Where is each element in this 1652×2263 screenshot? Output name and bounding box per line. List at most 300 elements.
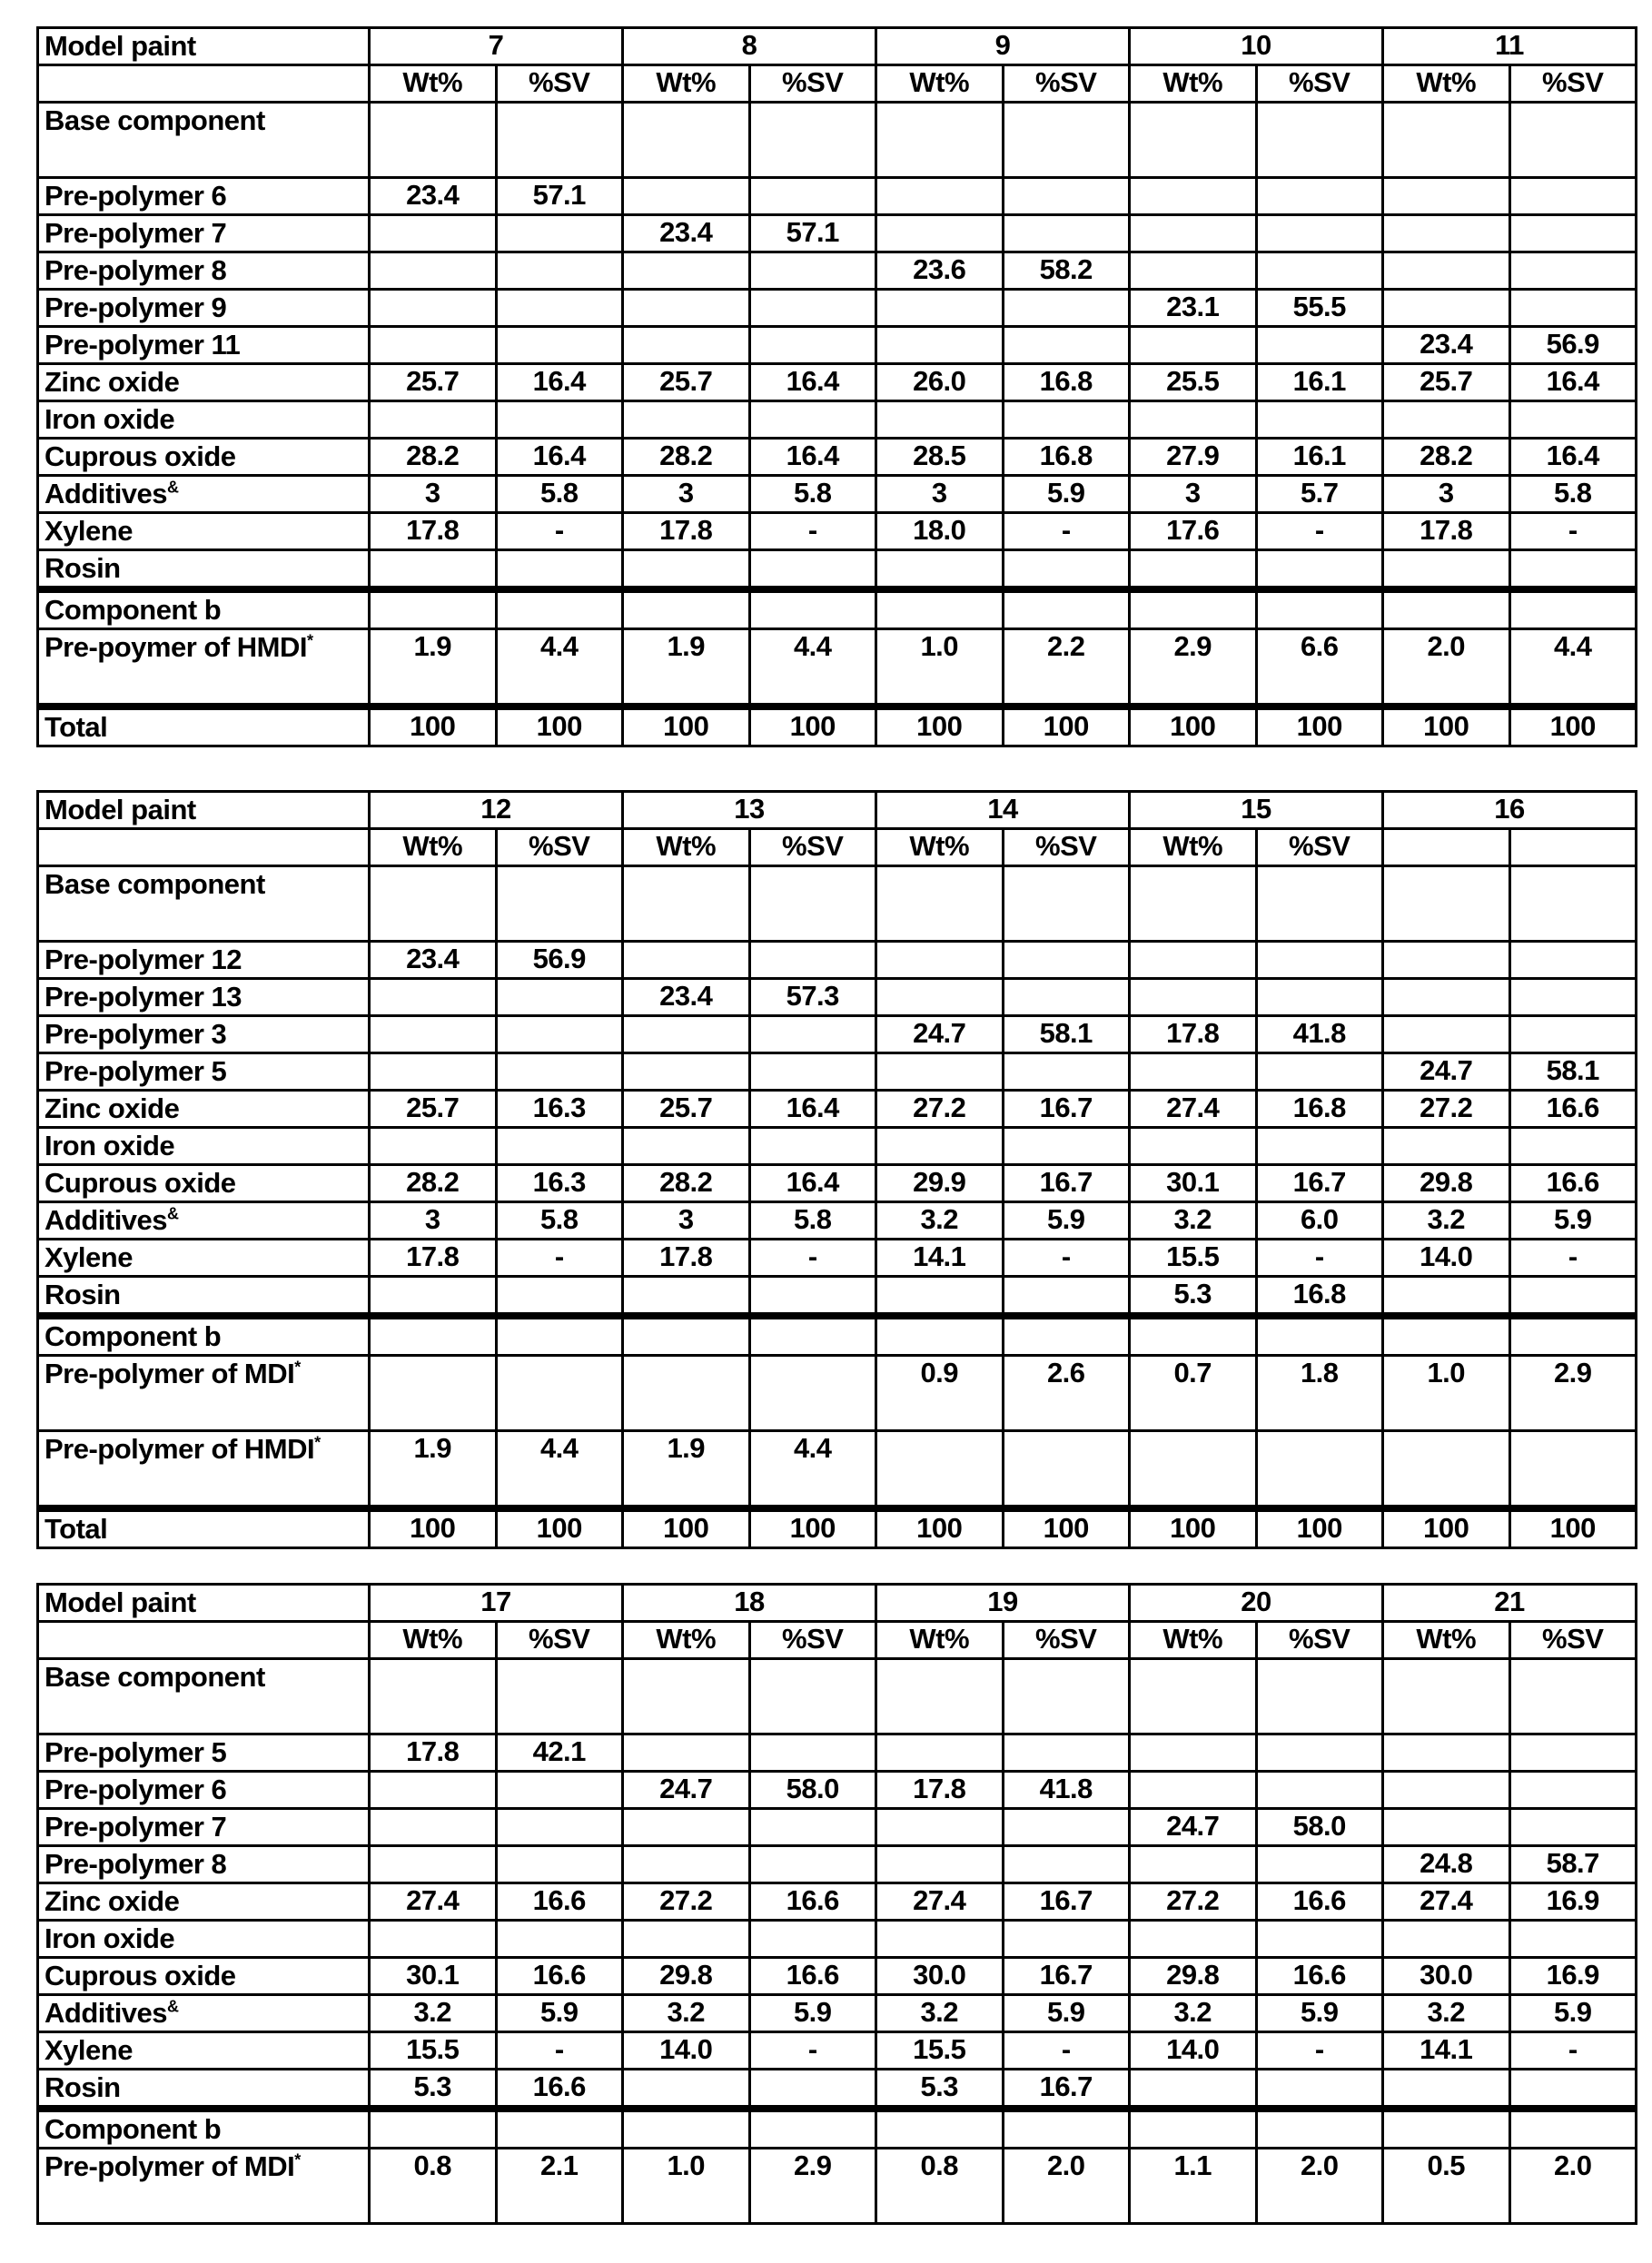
value-cell: 100: [1003, 1508, 1130, 1548]
subheader-cell: Wt%: [1130, 65, 1257, 103]
table-row: [38, 1921, 1637, 1958]
value-cell: [496, 979, 623, 1016]
value-cell: [1509, 979, 1637, 1016]
value-cell: [749, 1921, 876, 1958]
subheader-row: [38, 1622, 1637, 1659]
value-cell: [1130, 178, 1257, 215]
value-cell: [623, 2109, 750, 2149]
value-cell: 3: [1130, 476, 1257, 513]
value-cell: [876, 1431, 1004, 1509]
value-cell: 17.8: [370, 1240, 497, 1277]
value-cell: 1.9: [370, 1431, 497, 1509]
value-cell: 29.8: [1383, 1165, 1510, 1202]
row-label: [38, 550, 370, 590]
footnote-mark: *: [307, 632, 313, 650]
table-row: [38, 252, 1637, 290]
value-cell: [749, 252, 876, 290]
table-row: [38, 1165, 1637, 1202]
value-cell: 2.9: [1509, 1356, 1637, 1431]
subheader-cell: %SV: [749, 829, 876, 866]
value-cell: 27.2: [1383, 1091, 1510, 1128]
value-cell: 57.1: [496, 178, 623, 215]
value-cell: 100: [1509, 1508, 1637, 1548]
subheader-cell: Wt%: [876, 65, 1004, 103]
value-cell: 25.7: [370, 1091, 497, 1128]
value-cell: 16.6: [1509, 1165, 1637, 1202]
value-cell: 23.4: [370, 178, 497, 215]
value-cell: 3.2: [1383, 1995, 1510, 2032]
value-cell: 100: [370, 1508, 497, 1548]
row-label: [38, 707, 370, 746]
paint-number: 7: [370, 28, 623, 65]
header-label: Model paint: [38, 1585, 370, 1622]
value-cell: [1003, 979, 1130, 1016]
value-cell: 100: [876, 707, 1004, 746]
paint-number: 9: [876, 28, 1130, 65]
value-cell: [749, 1316, 876, 1356]
value-cell: 23.4: [623, 215, 750, 252]
model-paint-table-7-11: [36, 26, 1637, 747]
value-cell: [1130, 2109, 1257, 2149]
value-cell: 30.1: [1130, 1165, 1257, 1202]
value-cell: [749, 589, 876, 629]
value-cell: [370, 1809, 497, 1846]
table-row: [38, 439, 1637, 476]
value-cell: 16.4: [496, 364, 623, 401]
value-cell: 3.2: [1130, 1202, 1257, 1240]
value-cell: [496, 589, 623, 629]
value-cell: 5.3: [876, 2070, 1004, 2110]
value-cell: 28.2: [623, 439, 750, 476]
table-row: [38, 2032, 1637, 2070]
value-cell: [1509, 215, 1637, 252]
value-cell: [1003, 1277, 1130, 1317]
value-cell: [623, 1277, 750, 1317]
subheader-cell: %SV: [1003, 829, 1130, 866]
header-row: [38, 28, 1637, 65]
subheader-cell: %SV: [1509, 1622, 1637, 1659]
row-label-text: Cuprous oxide: [45, 440, 236, 472]
value-cell: 5.9: [1003, 1202, 1130, 1240]
row-label: [38, 866, 370, 942]
row-label: [38, 476, 370, 513]
value-cell: 16.3: [496, 1091, 623, 1128]
value-cell: [1130, 1734, 1257, 1772]
paint-number: 16: [1383, 792, 1637, 829]
row-label: [38, 1202, 370, 1240]
value-cell: 16.7: [1003, 1958, 1130, 1995]
row-label-text: Pre-polymer 5: [45, 1055, 226, 1087]
value-cell: 16.1: [1256, 439, 1383, 476]
value-cell: [1509, 252, 1637, 290]
row-label: [38, 1053, 370, 1091]
value-cell: [1130, 1846, 1257, 1883]
value-cell: [1509, 103, 1637, 178]
value-cell: 5.8: [496, 1202, 623, 1240]
table-row: [38, 1053, 1637, 1091]
value-cell: 100: [1383, 1508, 1510, 1548]
value-cell: 100: [1003, 707, 1130, 746]
value-cell: [1383, 2109, 1510, 2149]
value-cell: [749, 866, 876, 942]
row-label: [38, 589, 370, 629]
value-cell: 0.9: [876, 1356, 1004, 1431]
value-cell: 16.6: [749, 1883, 876, 1921]
row-label-text: Component b: [45, 1320, 221, 1352]
value-cell: 5.9: [496, 1995, 623, 2032]
row-label: [38, 1846, 370, 1883]
value-cell: [1383, 103, 1510, 178]
value-cell: [1256, 1128, 1383, 1165]
row-label: [38, 629, 370, 707]
value-cell: 100: [1256, 707, 1383, 746]
value-cell: 17.8: [370, 1734, 497, 1772]
row-label: [38, 401, 370, 439]
value-cell: 58.7: [1509, 1846, 1637, 1883]
value-cell: 28.5: [876, 439, 1004, 476]
row-label-text: Pre-poymer of HMDI: [45, 631, 307, 663]
row-label: [38, 1165, 370, 1202]
value-cell: 23.1: [1130, 290, 1257, 327]
value-cell: -: [749, 1240, 876, 1277]
value-cell: 16.4: [1509, 364, 1637, 401]
value-cell: [623, 290, 750, 327]
value-cell: [876, 550, 1004, 590]
table-row: [38, 476, 1637, 513]
value-cell: 100: [496, 1508, 623, 1548]
subheader-cell: %SV: [749, 1622, 876, 1659]
value-cell: [876, 2109, 1004, 2149]
value-cell: [1003, 1809, 1130, 1846]
value-cell: -: [1509, 2032, 1637, 2070]
row-label: [38, 290, 370, 327]
value-cell: 56.9: [1509, 327, 1637, 364]
value-cell: [496, 1128, 623, 1165]
value-cell: 2.0: [1256, 2149, 1383, 2224]
subheader-cell: %SV: [1256, 65, 1383, 103]
footnote-mark: *: [294, 2151, 301, 2169]
value-cell: [1383, 1316, 1510, 1356]
subheader-blank: [38, 829, 370, 866]
value-cell: 28.2: [623, 1165, 750, 1202]
value-cell: [1003, 866, 1130, 942]
value-cell: [1509, 589, 1637, 629]
subheader-row: [38, 829, 1637, 866]
value-cell: [1383, 866, 1510, 942]
value-cell: -: [749, 2032, 876, 2070]
row-label: [38, 1128, 370, 1165]
value-cell: [876, 589, 1004, 629]
value-cell: 16.4: [749, 1091, 876, 1128]
value-cell: 1.0: [1383, 1356, 1510, 1431]
value-cell: [1383, 979, 1510, 1016]
paint-number: 17: [370, 1585, 623, 1622]
row-label: [38, 1734, 370, 1772]
value-cell: -: [1256, 513, 1383, 550]
value-cell: 4.4: [496, 1431, 623, 1509]
value-cell: 25.5: [1130, 364, 1257, 401]
value-cell: [749, 1053, 876, 1091]
value-cell: 55.5: [1256, 290, 1383, 327]
value-cell: [1509, 550, 1637, 590]
value-cell: 41.8: [1003, 1772, 1130, 1809]
value-cell: 30.1: [370, 1958, 497, 1995]
value-cell: [496, 1772, 623, 1809]
value-cell: [496, 103, 623, 178]
value-cell: [1130, 103, 1257, 178]
value-cell: [370, 589, 497, 629]
value-cell: 58.1: [1003, 1016, 1130, 1053]
row-label-text: Additives: [45, 478, 167, 509]
value-cell: [1130, 1659, 1257, 1734]
row-label: [38, 1508, 370, 1548]
row-label: [38, 178, 370, 215]
value-cell: [1130, 979, 1257, 1016]
value-cell: -: [1003, 513, 1130, 550]
value-cell: 5.8: [496, 476, 623, 513]
value-cell: 17.8: [623, 1240, 750, 1277]
value-cell: [749, 1734, 876, 1772]
value-cell: [496, 550, 623, 590]
value-cell: [623, 1846, 750, 1883]
value-cell: 16.8: [1003, 439, 1130, 476]
value-cell: -: [496, 1240, 623, 1277]
value-cell: [370, 1053, 497, 1091]
value-cell: [1256, 178, 1383, 215]
value-cell: [623, 589, 750, 629]
value-cell: 5.9: [749, 1995, 876, 2032]
value-cell: [1509, 1316, 1637, 1356]
value-cell: [1130, 327, 1257, 364]
value-cell: [1130, 1316, 1257, 1356]
value-cell: [1003, 589, 1130, 629]
value-cell: 100: [1130, 707, 1257, 746]
value-cell: 17.8: [370, 513, 497, 550]
value-cell: [1509, 1921, 1637, 1958]
value-cell: [370, 1316, 497, 1356]
table-row: [38, 290, 1637, 327]
value-cell: [1509, 2070, 1637, 2110]
value-cell: [623, 1053, 750, 1091]
value-cell: 3: [876, 476, 1004, 513]
value-cell: [623, 866, 750, 942]
row-label-text: Iron oxide: [45, 1130, 174, 1161]
value-cell: 1.0: [623, 2149, 750, 2224]
value-cell: 28.2: [370, 439, 497, 476]
value-cell: [1509, 1659, 1637, 1734]
value-cell: 5.8: [1509, 476, 1637, 513]
value-cell: 28.2: [1383, 439, 1510, 476]
value-cell: -: [1003, 1240, 1130, 1277]
value-cell: 1.9: [370, 629, 497, 707]
value-cell: [749, 550, 876, 590]
value-cell: 5.7: [1256, 476, 1383, 513]
value-cell: 16.6: [496, 1958, 623, 1995]
value-cell: 16.3: [496, 1165, 623, 1202]
value-cell: [1383, 178, 1510, 215]
row-label: [38, 215, 370, 252]
table-row: [38, 103, 1637, 178]
row-label: [38, 1995, 370, 2032]
value-cell: [623, 1659, 750, 1734]
value-cell: 24.7: [876, 1016, 1004, 1053]
value-cell: [1130, 401, 1257, 439]
value-cell: [876, 327, 1004, 364]
value-cell: [623, 550, 750, 590]
value-cell: [1383, 1659, 1510, 1734]
value-cell: 25.7: [370, 364, 497, 401]
row-label-text: Pre-polymer 7: [45, 1811, 226, 1843]
value-cell: [496, 1016, 623, 1053]
value-cell: [876, 1809, 1004, 1846]
value-cell: [1509, 2109, 1637, 2149]
table-row: [38, 1431, 1637, 1509]
value-cell: [623, 1356, 750, 1431]
value-cell: [1256, 589, 1383, 629]
value-cell: 4.4: [1509, 629, 1637, 707]
value-cell: 100: [370, 707, 497, 746]
value-cell: [1256, 550, 1383, 590]
value-cell: 3.2: [876, 1202, 1004, 1240]
value-cell: [496, 401, 623, 439]
value-cell: [496, 1053, 623, 1091]
value-cell: [1130, 1128, 1257, 1165]
value-cell: [370, 215, 497, 252]
value-cell: [1256, 1846, 1383, 1883]
value-cell: [876, 1659, 1004, 1734]
row-label: [38, 103, 370, 178]
value-cell: [1256, 401, 1383, 439]
value-cell: 42.1: [496, 1734, 623, 1772]
value-cell: 100: [496, 707, 623, 746]
value-cell: 27.2: [623, 1883, 750, 1921]
value-cell: 5.3: [1130, 1277, 1257, 1317]
value-cell: [370, 979, 497, 1016]
value-cell: [1003, 550, 1130, 590]
value-cell: [370, 1277, 497, 1317]
value-cell: [876, 942, 1004, 979]
table-row: [38, 1846, 1637, 1883]
paint-number: 13: [623, 792, 876, 829]
value-cell: [1383, 1431, 1510, 1509]
table-row: [38, 866, 1637, 942]
value-cell: [749, 290, 876, 327]
value-cell: [1003, 215, 1130, 252]
subheader-cell: %SV: [1256, 829, 1383, 866]
value-cell: 14.0: [1383, 1240, 1510, 1277]
value-cell: [623, 1128, 750, 1165]
value-cell: 5.9: [1256, 1995, 1383, 2032]
table-row: [38, 589, 1637, 629]
value-cell: 3: [370, 1202, 497, 1240]
value-cell: [370, 1846, 497, 1883]
value-cell: [1383, 1128, 1510, 1165]
value-cell: 27.9: [1130, 439, 1257, 476]
value-cell: [370, 401, 497, 439]
subheader-cell: %SV: [1509, 65, 1637, 103]
value-cell: 100: [623, 707, 750, 746]
value-cell: -: [496, 2032, 623, 2070]
value-cell: 25.7: [1383, 364, 1510, 401]
row-label-text: Zinc oxide: [45, 366, 179, 398]
value-cell: 16.4: [749, 364, 876, 401]
row-label: [38, 1921, 370, 1958]
subheader-cell: %SV: [1003, 65, 1130, 103]
subheader-blank: [38, 1622, 370, 1659]
table-row: [38, 1202, 1637, 1240]
value-cell: [1383, 589, 1510, 629]
footnote-mark: *: [294, 1359, 301, 1377]
value-cell: 4.4: [496, 629, 623, 707]
value-cell: 24.8: [1383, 1846, 1510, 1883]
value-cell: 18.0: [876, 513, 1004, 550]
row-label-text: Pre-polymer 9: [45, 292, 226, 323]
subheader-cell: Wt%: [623, 1622, 750, 1659]
subheader-cell: Wt%: [1130, 1622, 1257, 1659]
value-cell: [1256, 1734, 1383, 1772]
paint-number: 18: [623, 1585, 876, 1622]
value-cell: 5.9: [1003, 1995, 1130, 2032]
row-label: [38, 439, 370, 476]
value-cell: 100: [1130, 1508, 1257, 1548]
subheader-cell: [1509, 829, 1637, 866]
value-cell: [1383, 215, 1510, 252]
value-cell: 16.6: [749, 1958, 876, 1995]
value-cell: 24.7: [1130, 1809, 1257, 1846]
value-cell: 1.0: [876, 629, 1004, 707]
value-cell: [1256, 1431, 1383, 1509]
value-cell: 30.0: [876, 1958, 1004, 1995]
header-row: [38, 1585, 1637, 1622]
value-cell: 16.6: [496, 2070, 623, 2110]
value-cell: 16.4: [749, 439, 876, 476]
value-cell: [1383, 1921, 1510, 1958]
row-label-text: Pre-polymer 12: [45, 944, 242, 975]
value-cell: 1.9: [623, 1431, 750, 1509]
value-cell: 17.8: [1383, 513, 1510, 550]
value-cell: [1383, 290, 1510, 327]
value-cell: 29.8: [623, 1958, 750, 1995]
value-cell: [623, 103, 750, 178]
value-cell: 2.0: [1383, 629, 1510, 707]
subheader-cell: Wt%: [1130, 829, 1257, 866]
value-cell: [876, 1734, 1004, 1772]
value-cell: [1256, 1053, 1383, 1091]
value-cell: [749, 942, 876, 979]
row-label-text: Rosin: [45, 552, 121, 584]
value-cell: [1130, 1921, 1257, 1958]
value-cell: [1509, 1277, 1637, 1317]
value-cell: 1.9: [623, 629, 750, 707]
row-label: [38, 1958, 370, 1995]
value-cell: 100: [1256, 1508, 1383, 1548]
value-cell: [1130, 550, 1257, 590]
value-cell: 14.0: [623, 2032, 750, 2070]
value-cell: [1003, 1659, 1130, 1734]
value-cell: 17.8: [1130, 1016, 1257, 1053]
value-cell: [1256, 215, 1383, 252]
value-cell: 0.8: [370, 2149, 497, 2224]
row-label-text: Xylene: [45, 2034, 133, 2066]
value-cell: 1.1: [1130, 2149, 1257, 2224]
table-row: [38, 1659, 1637, 1734]
table-row: [38, 1809, 1637, 1846]
table-row: [38, 1883, 1637, 1921]
value-cell: [1509, 1772, 1637, 1809]
row-label: [38, 942, 370, 979]
value-cell: [749, 103, 876, 178]
table-row: [38, 707, 1637, 746]
